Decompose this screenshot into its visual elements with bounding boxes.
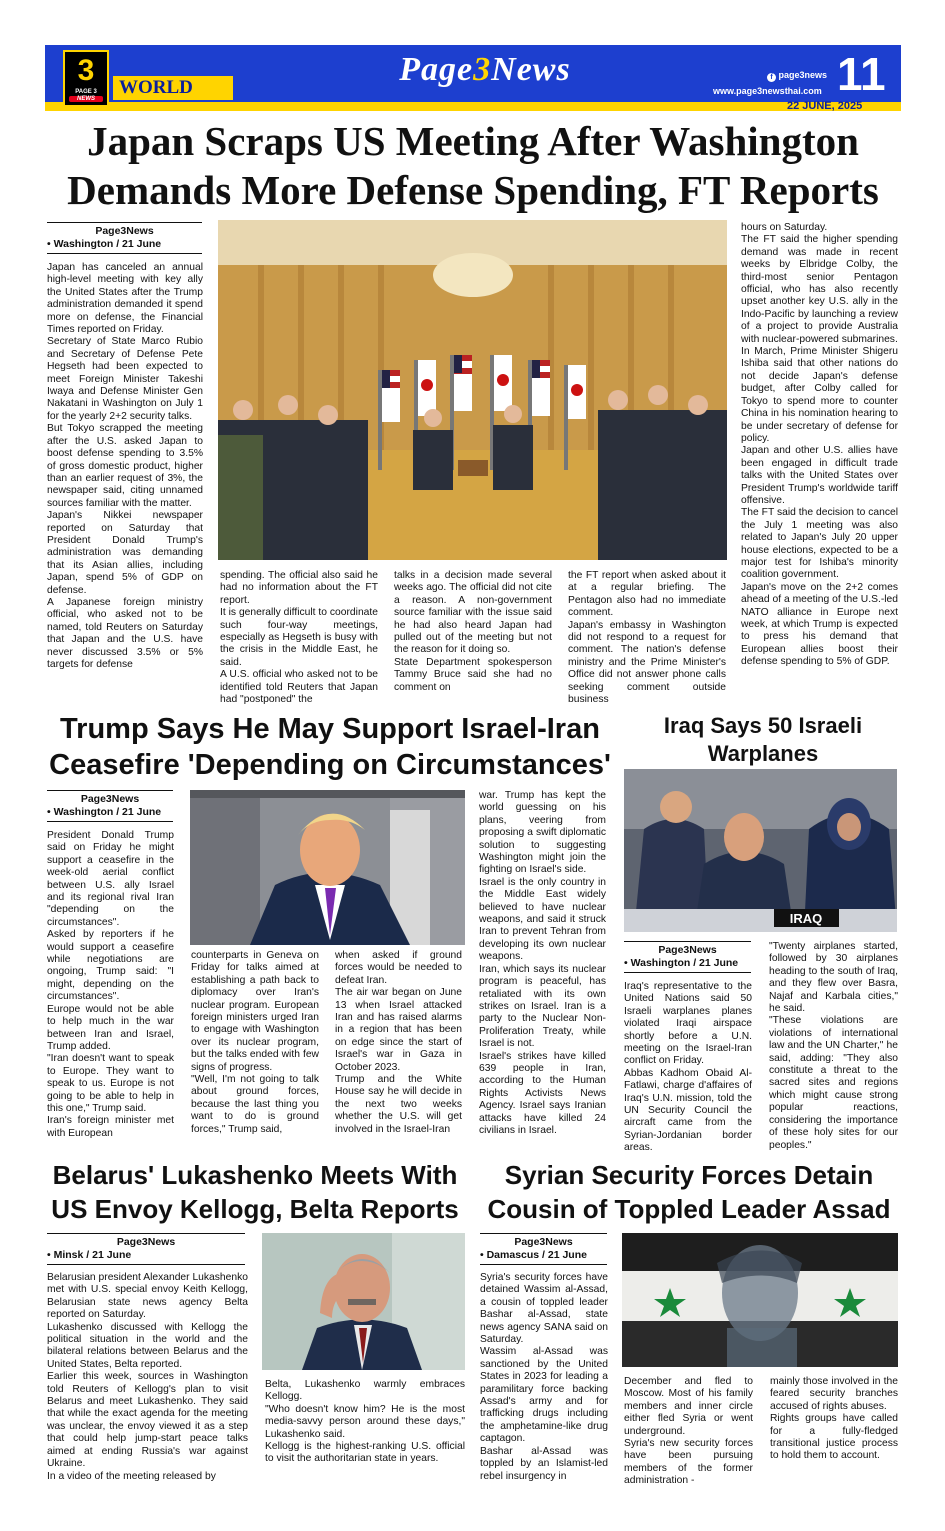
paragraph: when asked if ground forces would be needed to defeat Iran. [335, 950, 462, 986]
article4-byline [47, 1233, 245, 1265]
syria-mural-photo [622, 1233, 898, 1367]
paragraph: war. Trump has kept the world guessing on his plans, veering from proposing a swift diplomatic solution to suggesting Washington might join the fighting on Israel's side. [479, 790, 606, 876]
article4-col1 [47, 1272, 248, 1492]
logo-news: NEWS [69, 96, 103, 102]
paragraph: Trump and the White House say he will decide in the next two weeks whether the U.S. will get involved in the Israel-Iran [335, 1074, 462, 1135]
paragraph: mainly those involved in the feared security branches accused of rights abuses. [770, 1376, 898, 1412]
article5-location: • Damascus / 21 June [480, 1249, 607, 1265]
paragraph: The FT said the decision to cancel the July 1 meeting was also related to Japan's July 20 upper house elections, expected to be a major test for Ishiba's minority coalition government. [741, 507, 898, 581]
paragraph: Wassim al-Assad was sanctioned by the United States in 2023 for leading a paramilitary force backing Assad's army and for trafficking drugs including the amphetamine-like drug captagon. [480, 1346, 608, 1445]
article2-byline [47, 790, 173, 822]
paragraph: talks in a decision made several weeks ago. The official did not cite a reason. A non-government source familiar with the issue said he had also heard Japan had pulled out of the meeting but not the reason for it doing so. [394, 570, 552, 656]
paragraph: Israel is the only country in the Middle East widely believed to have nuclear weapons, and said it struck Iran to prevent Tehran from developing its own nuclear weapons. [479, 876, 606, 963]
paragraph: Iran's foreign minister met with European [47, 1115, 174, 1139]
paragraph: Abbas Kadhom Obaid Al-Fatlawi, charge d'affaires of Iraq's U.N. mission, told the UN Security Council the aircraft came from the Syrian-Jordanian border areas. [624, 1067, 752, 1154]
paragraph: "Twenty airplanes started, followed by 30 airplanes heading to the south of Iraq, and they flew over Basra, Najaf and Karbala cities," he said. [769, 941, 898, 1015]
paragraph: In March, Prime Minister Shigeru Ishiba said that other nations do not decide Japan's defense budget, after Colby called for Tokyo to spend more to counter China in his nomination hearing to be under secretary of defense for policy. [741, 346, 898, 444]
article4-headline-line2: US Envoy Kellogg, Belta Reports [51, 1194, 459, 1224]
paragraph: President Donald Trump said on Friday he might support a ceasefire in the week-old aerial conflict between U.S. ally Israel and its regional rival Iran "depending on the circumstances". [47, 830, 174, 928]
page3news-logo [63, 50, 109, 107]
paragraph: Japan's move on the 2+2 comes ahead of a meeting of the U.S.-led NATO alliance in Europe next week, at which Trump is expected to press his demand that European allies boost their defense spending to 5% of GDP. [741, 581, 898, 668]
paragraph: Japan's embassy in Washington did not respond to a request for comment. The nation's defense ministry and the Prime Minister's Office did not answer phone calls seeking comment outside business [568, 619, 726, 706]
article1-col2 [220, 570, 378, 710]
article3-headline-line1: Iraq Says 50 Israeli Warplanes [663, 713, 863, 766]
article1-source: Page3News [47, 222, 202, 238]
paragraph: Israel's strikes have killed 639 people in Iran, according to the Human Rights Activists News Agency. Israel says Iranian attacks have killed 24 civilians in Israel. [479, 1050, 606, 1136]
article3-location: • Washington / 21 June [624, 957, 751, 973]
article2-headline-line2: Ceasefire 'Depending on Circumstances' [49, 749, 611, 781]
paragraph: Iraq's representative to the United Nations said 50 Israeli warplanes planes violated Iraqi airspace shortly before a U.N. meeting on the Israel-Iran conflict on Friday. [624, 981, 752, 1067]
website-url: www.page3newsthai.com [713, 86, 822, 96]
paragraph: But Tokyo scrapped the meeting after the U.S. asked Japan to boost defense spending to 3.5% of gross domestic product, higher than an earlier request of 3%, the newspaper said, citing unnamed sources familiar with the matter. [47, 423, 203, 509]
lukashenko-photo [262, 1233, 465, 1370]
article2-location: • Washington / 21 June [47, 806, 173, 822]
paragraph: Belta, Lukashenko warmly embraces Kellogg. [265, 1379, 465, 1403]
section-label: WORLD [113, 76, 233, 100]
masthead-title-pre: Page [399, 51, 474, 88]
paragraph: Bashar al-Assad was toppled by an Islamist-led rebel insurgency in [480, 1445, 608, 1482]
article5-byline [480, 1233, 607, 1265]
article2-headline [40, 711, 620, 783]
paragraph: Asked by reporters if he would support a ceasefire while negotiations are ongoing, Trump said: "I might, depending on the circumstances". [47, 929, 174, 1003]
paragraph: "These violations are violations of international law and the UN Charter," he said, adding: "They also constitute a threat to the sacred sites and regions which might cause strong popular reactions, considering the importance of these holy sites for our peoples." [769, 1015, 898, 1151]
article5-headline-line2: Cousin of Toppled Leader Assad [487, 1194, 891, 1224]
paragraph: "Well, I'm not going to talk about ground forces, because the last thing you want to do is ground forces," Trump said, [191, 1074, 319, 1135]
facebook-icon: f [767, 73, 776, 82]
article1-byline [47, 222, 202, 254]
iraq-un-photo [624, 769, 897, 932]
logo-number: 3 [77, 54, 95, 87]
article5-col2 [624, 1376, 753, 1492]
article4-location: • Minsk / 21 June [47, 1249, 245, 1265]
article4-headline [45, 1158, 465, 1226]
paragraph: Syria's security forces have detained Wassim al-Assad, a cousin of toppled leader Bashar al-Assad, state news agency SANA said on Saturday. [480, 1272, 608, 1346]
article5-headline [477, 1158, 901, 1226]
article1-col3 [394, 570, 552, 710]
paragraph: "Who doesn't know him? He is the most media-savvy person around these days," Lukashenko said. [265, 1403, 465, 1440]
paragraph: spending. The official also said he had no information about the FT report. [220, 570, 378, 606]
article4-headline-line1: Belarus' Lukashenko Meets With [52, 1160, 458, 1190]
article5-col3 [770, 1376, 898, 1492]
article2-col3 [335, 950, 462, 1156]
masthead-title-post: News [491, 51, 571, 88]
paragraph: "Iran doesn't want to speak to Europe. They want to speak to us. Europe is not going to be able to help in this one," Trump said. [47, 1053, 174, 1114]
article1-headline: Japan Scraps US Meeting After Washington Demands More Defense Spending, FT Reports [67, 118, 879, 213]
paragraph: Japan's Nikkei newspaper reported on Saturday that President Donald Trump's administration was demanding that its Asian allies, including Japan, spend 5% of GDP on defense. [47, 510, 203, 596]
article3-col1 [624, 981, 752, 1156]
paragraph: Japan has canceled an annual high-level meeting with key ally the United States after the Trump administration demanded it spend more on defense, the Financial Times reported on Friday. [47, 262, 203, 336]
article5-headline-line1: Syrian Security Forces Detain [504, 1160, 874, 1190]
article2-source: Page3News [47, 790, 173, 806]
article3-source: Page3News [624, 941, 751, 957]
facebook-handle-text: page3news [778, 70, 828, 80]
article1-col1 [47, 262, 203, 710]
trump-photo [190, 790, 465, 945]
paragraph: Iran, which says its nuclear program is peaceful, has retaliated with its own strikes on Israel. Iran is a party to the Nuclear Non-Proliferation Treaty, while Israel is not. [479, 963, 606, 1050]
article1-col5 [741, 222, 898, 710]
paragraph: Belarusian president Alexander Lukashenko met with U.S. special envoy Keith Kellogg, Belarusian state news agency Belta reported on Saturday. [47, 1272, 248, 1321]
paragraph: Secretary of State Marco Rubio and Secretary of Defense Pete Hegseth had been expected to meet Foreign Minister Takeshi Iwaya and Defense Minister Gen Nakatani in Washington on July 1 for the yearly 2+2 security talks. [47, 336, 203, 422]
paragraph: A Japanese foreign ministry official, who asked not to be named, told Reuters on Saturday that Japan and the U.S. have never discussed 3.5% or 5% targets for defense [47, 596, 203, 670]
paragraph: December and fled to Moscow. Most of his family members and inner circle either fled Syria or went underground. [624, 1376, 753, 1437]
masthead [45, 45, 901, 111]
article1-col4 [568, 570, 726, 710]
article4-col2 [265, 1379, 465, 1492]
article5-source: Page3News [480, 1233, 607, 1249]
article2-headline-line1: Trump Says He May Support Israel-Iran [60, 713, 600, 745]
logo-sub: PAGE 3 [75, 89, 97, 95]
masthead-yellow-rule [45, 102, 901, 111]
article2-col4 [479, 790, 606, 1156]
iraq-nameplate: IRAQ [789, 911, 823, 926]
paragraph: Rights groups have called for a fully-fledged transitional justice process to hold them to account. [770, 1413, 898, 1462]
masthead-title-num: 3 [473, 51, 492, 88]
paragraph: Earlier this week, sources in Washington told Reuters of Kellogg's plan to visit Belarus and meet Lukashenko. They said that while the exact agenda for the meeting was unclear, the envoy viewed it as a step that could help jump-start peace talks aimed at ending Russia's war against Ukraine. [47, 1371, 248, 1470]
article3-col2 [769, 941, 898, 1156]
paragraph: Europe would not be able to help much in the war between Iran and Israel, Trump added. [47, 1003, 174, 1052]
japan-us-meeting-photo [218, 220, 727, 560]
article1-location: • Washington / 21 June [47, 238, 202, 254]
article3-byline [624, 941, 751, 973]
issue-date: 22 JUNE, 2025 [787, 100, 863, 112]
masthead-title [365, 51, 605, 89]
paragraph: The FT said the higher spending demand was made in recent weeks by Elbridge Colby, the third-most senior Pentagon official, who has also recently upset another key U.S. ally in the Indo-Pacific by launching a review of a project to provide Australia with nuclear-powered submarines. [741, 234, 898, 345]
article5-col1 [480, 1272, 608, 1492]
paragraph: A U.S. official who asked not to be identified told Reuters that Japan had "postponed" the [220, 669, 378, 706]
paragraph: In a video of the meeting released by [47, 1470, 216, 1482]
paragraph: Kellogg is the highest-ranking U.S. official to visit the authoritarian state in years. [265, 1441, 465, 1465]
article2-col1 [47, 830, 174, 1156]
paragraph: Syria's new security forces have been pursuing members of the former administration - [624, 1438, 753, 1487]
article2-col2 [191, 950, 319, 1156]
paragraph: State Department spokesperson Tammy Bruce said she had no comment on [394, 656, 552, 693]
page-number: 11 [837, 48, 886, 100]
paragraph: counterparts in Geneva on Friday for talks aimed at establishing a path back to diplomacy over Iran's nuclear program. European foreign ministers urged Iran to engage with Washington over its nuclear program, but the talks ended with few signs of progress. [191, 950, 319, 1073]
paragraph: The air war began on June 13 when Israel attacked Iran and has raised alarms in a region that has been on edge since the start of Israel's war in Gaza in October 2023. [335, 987, 462, 1073]
paragraph: hours on Saturday. [741, 222, 828, 233]
paragraph: It is generally difficult to coordinate such four-way meetings, especially as Hegseth is busy with the crisis in the Middle East, he said. [220, 607, 378, 668]
paragraph: Lukashenko discussed with Kellogg the political situation in the world and the bilateral relations between Belarus and the United States, Belta reported. [47, 1321, 248, 1370]
paragraph: Japan and other U.S. allies have been engaged in difficult trade talks with the United States over President Trump's worldwide tariff offensive. [741, 445, 898, 506]
paragraph: the FT report when asked about it at a regular briefing. The Pentagon also had no immediate comment. [568, 570, 726, 619]
article4-source: Page3News [47, 1233, 245, 1249]
facebook-handle [767, 70, 827, 82]
